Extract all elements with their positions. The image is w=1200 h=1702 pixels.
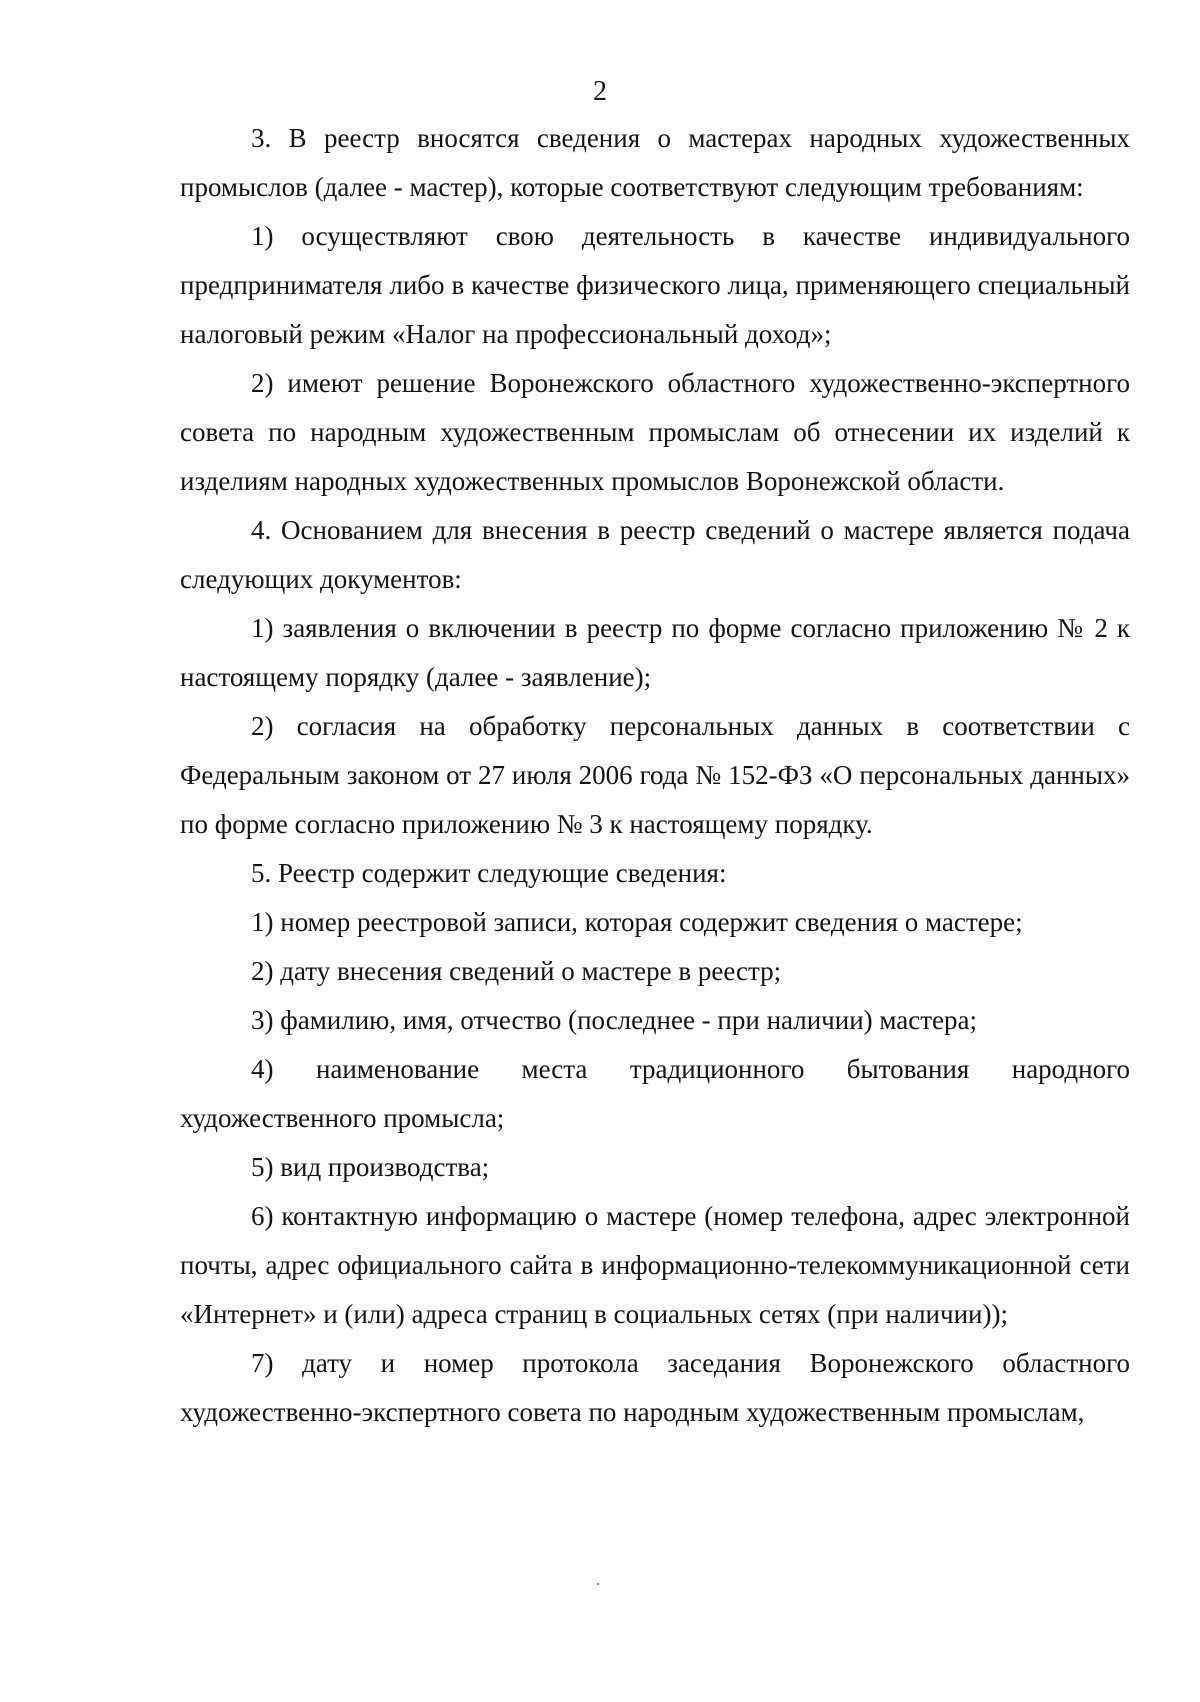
paragraph-5-item-3: 3) фамилию, имя, отчество (последнее - при наличии) мастера; xyxy=(251,1005,978,1035)
scan-speck xyxy=(597,1583,599,1585)
paragraph-3-item-1: 1) осуществляют свою деятельность в качестве индивидуального предпринимателя либо в качестве физического лица, применяющего специальный налоговый режим «Налог на профессиональный доход»; xyxy=(180,221,1130,349)
paragraph-4-item-1: 1) заявления о включении в реестр по форме согласно приложению № 2 к настоящему порядку (далее - заявление); xyxy=(180,613,1130,692)
paragraph-5-item-1: 1) номер реестровой записи, которая содержит сведения о мастере; xyxy=(251,907,1023,937)
document-body xyxy=(180,114,1130,1437)
paragraph-5-item-2: 2) дату внесения сведений о мастере в реестр; xyxy=(251,956,782,986)
paragraph-5-item-7: 7) дату и номер протокола заседания Воронежского областного художественно-экспертного совета по народным художественным промыслам, xyxy=(180,1348,1130,1427)
paragraph-5-item-4: 4) наименование места традиционного бытования народного художественного промысла; xyxy=(180,1054,1130,1133)
paragraph-5-item-5: 5) вид производства; xyxy=(251,1152,490,1182)
paragraph-5-item-6: 6) контактную информацию о мастере (номер телефона, адрес электронной почты, адрес официального сайта в информационно-телекоммуникационной сети «Интернет» и (или) адреса страниц в социальных сетях (при наличии)); xyxy=(180,1201,1130,1329)
paragraph-4-item-2: 2) согласия на обработку персональных данных в соответствии с Федеральным законом от 27 июля 2006 года № 152-ФЗ «О персональных данных» по форме согласно приложению № 3 к настоящему порядку. xyxy=(180,711,1130,839)
paragraph-4: 4. Основанием для внесения в реестр сведений о мастере является подача следующих документов: xyxy=(180,515,1130,594)
paragraph-3-item-2: 2) имеют решение Воронежского областного художественно-экспертного совета по народным художественным промыслам об отнесении их изделий к изделиям народных художественных промыслов Воронежской области. xyxy=(180,368,1130,496)
page-number: 2 xyxy=(593,76,607,107)
paragraph-5: 5. Реестр содержит следующие сведения: xyxy=(251,858,727,888)
paragraph-3: 3. В реестр вносятся сведения о мастерах народных художественных промыслов (далее - мастер), которые соответствуют следующим требованиям: xyxy=(180,123,1130,202)
